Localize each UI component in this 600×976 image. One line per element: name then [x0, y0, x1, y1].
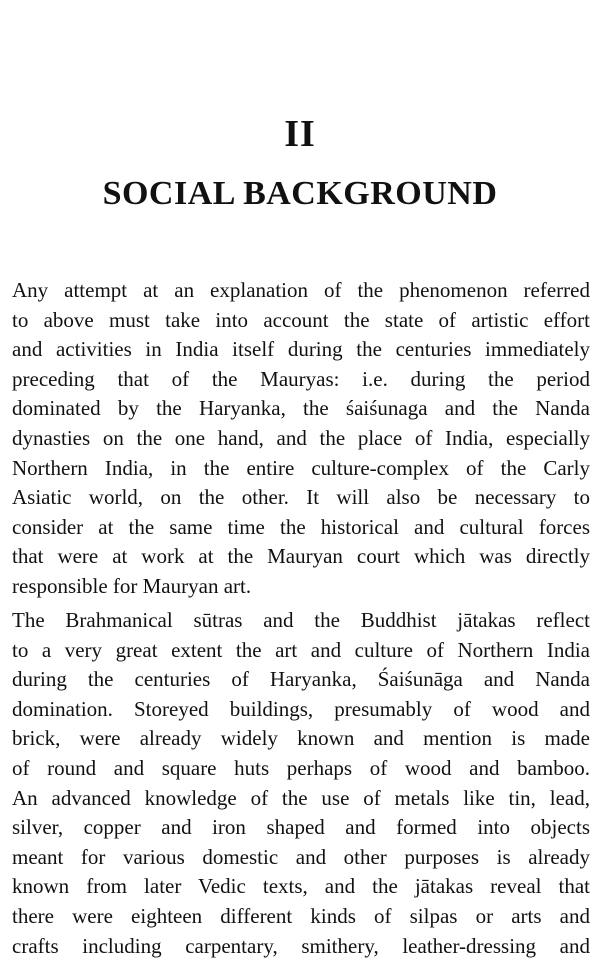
paragraph-2 — [12, 606, 590, 961]
text-line: that were at work at the Mauryan court which was directly — [12, 544, 590, 569]
text-line: to a very great extent the art and culture of Northern India — [12, 637, 590, 662]
text-line: meant for various domestic and other purposes is already — [12, 844, 590, 869]
chapter-number: II — [284, 113, 316, 155]
text-line: consider at the same time the historical and cultural forces — [12, 514, 590, 539]
text-line: dominated by the Haryanka, the śaiśunaga and the Nanda — [12, 396, 590, 421]
chapter-title: SOCIAL BACKGROUND — [102, 175, 498, 212]
text-line: during the centuries of Haryanka, Śaiśunāga and Nanda — [12, 667, 590, 692]
text-line: Any attempt at an explanation of the phenomenon referred — [12, 278, 590, 302]
text-line: dynasties on the one hand, and the place of India, especially — [12, 425, 590, 450]
text-line: Northern India, in the entire culture-complex of the Carly — [12, 455, 590, 480]
text-line: An advanced knowledge of the use of metals like tin, lead, — [12, 785, 590, 810]
text-line: Asiatic world, on the other. It will also be necessary to — [12, 485, 590, 510]
text-line: there were eighteen different kinds of silpas or arts and — [12, 903, 590, 928]
text-line: to above must take into account the state of artistic effort — [12, 307, 590, 332]
text-line: preceding that of the Mauryas: i.e. during the period — [12, 366, 590, 391]
text-line: silver, copper and iron shaped and formed into objects — [12, 815, 590, 840]
text-line: The Brahmanical sūtras and the Buddhist jātakas reflect — [12, 608, 590, 632]
text-line: of round and square huts perhaps of wood and bamboo. — [12, 755, 590, 780]
text-line: and activities in India itself during the centuries immediately — [12, 337, 590, 362]
text-line: domination. Storeyed buildings, presumably of wood and — [12, 696, 590, 721]
text-line: crafts including carpentary, smithery, leather-dressing and — [12, 933, 590, 958]
text-line: brick, were already widely known and mention is made — [12, 726, 590, 751]
text-line: responsible for Mauryan art. — [12, 573, 252, 598]
text-line: known from later Vedic texts, and the jātakas reveal that — [12, 874, 590, 899]
paragraph-1 — [12, 276, 590, 602]
